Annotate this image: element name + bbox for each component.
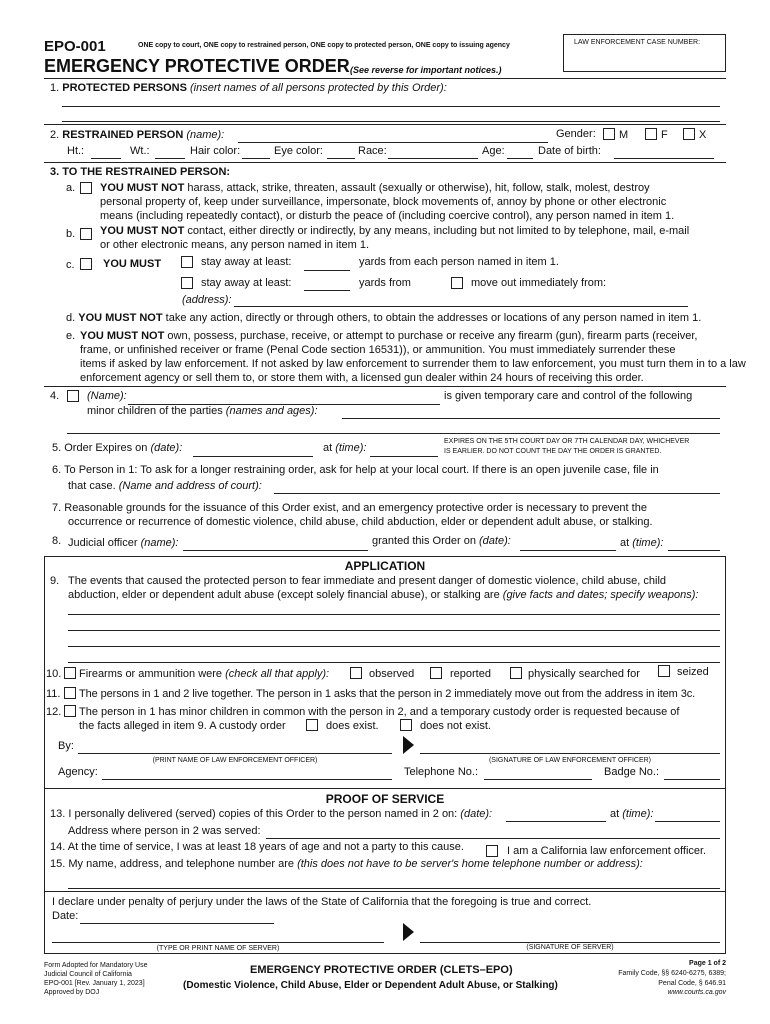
events-field[interactable]: [68, 646, 720, 647]
footer-subtitle: (Domestic Violence, Child Abuse, Elder or Dependent Adult Abuse, or Stalking): [183, 980, 558, 991]
reported-checkbox[interactable]: [430, 667, 442, 679]
item9-num: 9.: [50, 575, 60, 587]
declaration-text: I declare under penalty of perjury under the laws of the State of California that the foregoing is true and correct.: [52, 896, 592, 908]
seized-checkbox[interactable]: [658, 665, 670, 677]
dob-field[interactable]: [614, 158, 714, 159]
hair-field[interactable]: [242, 158, 270, 159]
gender-f-label: F: [661, 129, 668, 141]
sig-officer-caption: (SIGNATURE OF LAW ENFORCEMENT OFFICER): [488, 757, 652, 764]
searched-label: physically searched for: [528, 668, 640, 680]
gender-f-checkbox[interactable]: [645, 128, 657, 140]
footer-title: EMERGENCY PROTECTIVE ORDER (CLETS–EPO): [250, 964, 513, 976]
move-out-checkbox[interactable]: [451, 277, 463, 289]
stay-away-2-label: stay away at least:: [201, 277, 292, 289]
item6-line2: that case. (Name and address of court):: [68, 480, 262, 492]
sig-server-caption: (SIGNATURE OF SERVER): [526, 944, 614, 951]
item3b-checkbox[interactable]: [80, 228, 92, 240]
eye-label: Eye color:: [274, 145, 323, 157]
item3c-checkbox[interactable]: [80, 258, 92, 270]
move-out-address-field[interactable]: [234, 306, 688, 307]
section-divider: [44, 124, 726, 125]
gender-label: Gender:: [556, 128, 596, 140]
gender-x-checkbox[interactable]: [683, 128, 695, 140]
custody-not-exist-label: does not exist.: [420, 720, 491, 732]
item8-at: at (time):: [620, 537, 664, 549]
form-id: EPO-001: [44, 38, 106, 55]
protected-persons-line[interactable]: [62, 121, 720, 122]
item2-label: 2. RESTRAINED PERSON (name):: [50, 129, 225, 141]
footer-adopted-1: Form Adopted for Mandatory Use: [44, 962, 148, 969]
item4-text: is given temporary care and control of the following: [444, 390, 693, 402]
item12-checkbox[interactable]: [64, 705, 76, 717]
protected-persons-line[interactable]: [62, 106, 720, 107]
custody-exists-checkbox[interactable]: [306, 719, 318, 731]
yards-2-label: yards from: [359, 277, 411, 289]
application-heading: APPLICATION: [344, 559, 426, 573]
gender-x-label: X: [699, 129, 707, 141]
item8-label: Judicial officer (name):: [68, 537, 179, 549]
searched-checkbox[interactable]: [510, 667, 522, 679]
section-divider: [44, 386, 726, 387]
telephone-label: Telephone No.:: [404, 766, 478, 778]
title-note: (See reverse for important notices.): [350, 65, 502, 75]
weight-field[interactable]: [155, 158, 185, 159]
item3a-line1: YOU MUST NOT harass, attack, strike, threaten, assault (sexually or otherwise), hit, follow, stalk, molest, destroy: [100, 182, 650, 194]
weight-label: Wt.:: [130, 145, 150, 157]
events-field[interactable]: [68, 662, 720, 663]
by-label: By:: [58, 740, 74, 752]
item3c-letter: c.: [66, 259, 75, 271]
header-divider: [44, 78, 726, 79]
stay-away-1-checkbox[interactable]: [181, 256, 193, 268]
item3e-line1: YOU MUST NOT own, possess, purchase, receive, or attempt to purchase or receive any firearm (gun), firearm parts (receiver,: [80, 330, 698, 342]
item10-checkbox[interactable]: [64, 667, 76, 679]
page-number: Page 1 of 2: [689, 960, 726, 967]
item6-line1: 6. To Person in 1: To ask for a longer restraining order, ask for help at your local court. If there is an open juvenile case, file in: [52, 464, 659, 476]
item3b-letter: b.: [66, 228, 76, 240]
eye-field[interactable]: [327, 158, 355, 159]
gender-m-label: M: [619, 129, 629, 141]
events-field[interactable]: [68, 614, 720, 615]
item7-line2: occurrence or recurrence of domestic violence, child abuse, child abduction, elder or dependent adult abuse, or stalking.: [68, 516, 653, 528]
item3a-line2: personal property of, keep under surveillance, impersonate, block movements of, annoy by phone or other electronic: [100, 196, 667, 208]
officer-name-field[interactable]: [78, 753, 392, 754]
print-server-caption: (TYPE OR PRINT NAME OF SERVER): [156, 945, 280, 952]
item3b-line2: or other electronic means, any person named in item 1.: [100, 239, 370, 251]
telephone-field[interactable]: [484, 779, 592, 780]
expire-date-field[interactable]: [193, 456, 313, 457]
service-time-field[interactable]: [655, 821, 720, 822]
yards-1-label: yards from each person named in item 1.: [359, 256, 559, 268]
declaration-date-label: Date:: [52, 910, 79, 922]
custody-exists-label: does exist.: [326, 720, 379, 732]
section-divider: [44, 162, 726, 163]
reported-label: reported: [450, 668, 491, 680]
badge-field[interactable]: [664, 779, 720, 780]
item9-line1: The events that caused the protected person to fear immediate and present danger of domestic violence, child abuse, child: [68, 575, 667, 587]
yards-1-field[interactable]: [304, 270, 350, 271]
expiry-note-2: IS EARLIER. DO NOT COUNT THE DAY THE ORDER IS GRANTED.: [444, 448, 662, 455]
race-label: Race:: [358, 145, 387, 157]
race-field[interactable]: [388, 158, 478, 159]
server-name-field[interactable]: [52, 942, 384, 943]
item3-heading: 3. TO THE RESTRAINED PERSON:: [50, 166, 231, 178]
address-label: (address):: [182, 294, 232, 306]
item3e-line3: items if asked by law enforcement. If not asked by law enforcement to surrender them to law enforcement, you must turn them in to a law: [80, 358, 746, 370]
item15-line: 15. My name, address, and telephone number are (this does not have to be server's home telephone number or address):: [50, 858, 643, 870]
item9-line2: abduction, elder or dependent adult abuse (except solely financial abuse), or stalking are (give facts and dates; specify weapons):: [68, 589, 699, 601]
page-title: EMERGENCY PROTECTIVE ORDER: [44, 56, 350, 76]
judicial-officer-field[interactable]: [183, 550, 368, 551]
proof-divider: [44, 891, 726, 892]
age-field[interactable]: [507, 158, 533, 159]
hair-label: Hair color:: [190, 145, 241, 157]
item8-granted: granted this Order on (date):: [372, 535, 511, 547]
le-officer-label: I am a California law enforcement officer.: [507, 845, 707, 857]
copies-instruction: ONE copy to court, ONE copy to restrained person, ONE copy to protected person, ONE copy to issuing agency: [138, 42, 510, 49]
yards-2-field[interactable]: [304, 290, 350, 291]
service-address-field[interactable]: [266, 838, 720, 839]
case-number-label: LAW ENFORCEMENT CASE NUMBER:: [574, 39, 701, 46]
item3e-line2: frame, or unfinished receiver or frame (Penal Code section 16531)), or ammunition. You must immediately surrender these: [80, 344, 676, 356]
badge-label: Badge No.:: [604, 766, 660, 778]
item12-num: 12.: [46, 706, 62, 718]
agency-label: Agency:: [58, 766, 98, 778]
item12-line1: The person in 1 has minor children in common with the person in 2, and a temporary custody order is requested because of: [79, 706, 680, 718]
granted-date-field[interactable]: [520, 550, 616, 551]
item3e-line4: enforcement agency or sell them to, or store them with, a licensed gun dealer within 24 hours of receiving this order.: [80, 372, 644, 384]
events-field[interactable]: [68, 630, 720, 631]
expire-time-field[interactable]: [370, 456, 438, 457]
le-officer-checkbox[interactable]: [486, 845, 498, 857]
observed-label: observed: [369, 668, 415, 680]
item10-label: Firearms or ammunition were (check all that apply):: [79, 668, 330, 680]
signature-arrow-icon: [403, 923, 414, 941]
height-field[interactable]: [91, 158, 121, 159]
service-address-label: Address where person in 2 was served:: [68, 825, 261, 837]
stay-away-1-label: stay away at least:: [201, 256, 292, 268]
item5-label: 5. Order Expires on (date):: [52, 442, 183, 454]
children-field[interactable]: [67, 433, 720, 434]
proof-heading: PROOF OF SERVICE: [325, 792, 445, 806]
item3a-line3: means (including repeatedly contact), or disturb the peace of (including coercive control), any person named in item 1.: [100, 210, 675, 222]
service-date-field[interactable]: [506, 821, 606, 822]
children-field[interactable]: [342, 418, 720, 419]
item3d-line: d. YOU MUST NOT take any action, directly or through others, to obtain the addresses or locations of any person named in item 1.: [66, 312, 702, 324]
granted-time-field[interactable]: [668, 550, 720, 551]
item12-line2: the facts alleged in item 9. A custody order: [79, 720, 286, 732]
height-label: Ht.:: [67, 145, 85, 157]
declaration-date-field[interactable]: [80, 923, 274, 924]
item11-checkbox[interactable]: [64, 687, 76, 699]
item13-at: at (time):: [610, 808, 654, 820]
item5-at: at (time):: [323, 442, 367, 454]
item11-text: The persons in 1 and 2 live together. The person in 1 asks that the person in 2 immediately move out from the address in item 3c.: [79, 688, 696, 700]
penal-code-ref: Penal Code, § 646.91: [658, 980, 726, 987]
age-label: Age:: [482, 145, 505, 157]
officer-signature-field[interactable]: [420, 753, 720, 754]
item14-line: 14. At the time of service, I was at least 18 years of age and not a party to this cause.: [50, 841, 464, 853]
print-officer-caption: (PRINT NAME OF LAW ENFORCEMENT OFFICER): [152, 757, 318, 764]
custody-not-exist-checkbox[interactable]: [400, 719, 412, 731]
gender-m-checkbox[interactable]: [603, 128, 615, 140]
item11-num: 11.: [46, 688, 61, 700]
signature-arrow-icon: [403, 736, 414, 754]
server-info-field[interactable]: [68, 888, 720, 889]
courts-url[interactable]: www.courts.ca.gov: [667, 989, 726, 996]
expiry-note-1: EXPIRES ON THE 5TH COURT DAY OR 7TH CALENDAR DAY, WHICHEVER: [444, 438, 690, 445]
footer-adopted-3: EPO-001 [Rev. January 1, 2023]: [44, 980, 145, 987]
item10-num: 10.: [46, 668, 62, 680]
item3a-checkbox[interactable]: [80, 182, 92, 194]
item3c-bold: YOU MUST: [103, 258, 162, 270]
restrained-name-field[interactable]: [238, 142, 548, 143]
item4-num: 4.: [50, 390, 60, 402]
item3a-letter: a.: [66, 182, 76, 194]
item13-line: 13. I personally delivered (served) copies of this Order to the person named in 2 on: (date):: [50, 808, 493, 820]
move-out-label: move out immediately from:: [471, 277, 607, 289]
court-field[interactable]: [274, 493, 720, 494]
family-code-ref: Family Code, §§ 6240-6275, 6389;: [618, 970, 726, 977]
item3e-letter: e.: [66, 330, 76, 342]
item8-num: 8.: [52, 535, 62, 547]
footer-adopted-2: Judicial Council of California: [44, 971, 132, 978]
item4-checkbox[interactable]: [67, 390, 79, 402]
item3b-line1: YOU MUST NOT contact, either directly or indirectly, by any means, including but not limited to by telephone, mail, e-mail: [100, 225, 690, 237]
item4-name-label: (Name):: [87, 390, 127, 402]
item4-line2: minor children of the parties (names and ages):: [87, 405, 318, 417]
item1-line: 1. PROTECTED PERSONS (insert names of all persons protected by this Order):: [50, 82, 447, 94]
agency-field[interactable]: [102, 779, 392, 780]
item7-line1: 7. Reasonable grounds for the issuance of this Order exist, and an emergency protective order is necessary to prevent the: [52, 502, 647, 514]
stay-away-2-checkbox[interactable]: [181, 277, 193, 289]
server-signature-field[interactable]: [420, 942, 720, 943]
observed-checkbox[interactable]: [350, 667, 362, 679]
footer-adopted-4: Approved by DOJ: [44, 989, 100, 996]
dob-label: Date of birth:: [538, 145, 601, 157]
seized-label: seized: [677, 666, 709, 678]
